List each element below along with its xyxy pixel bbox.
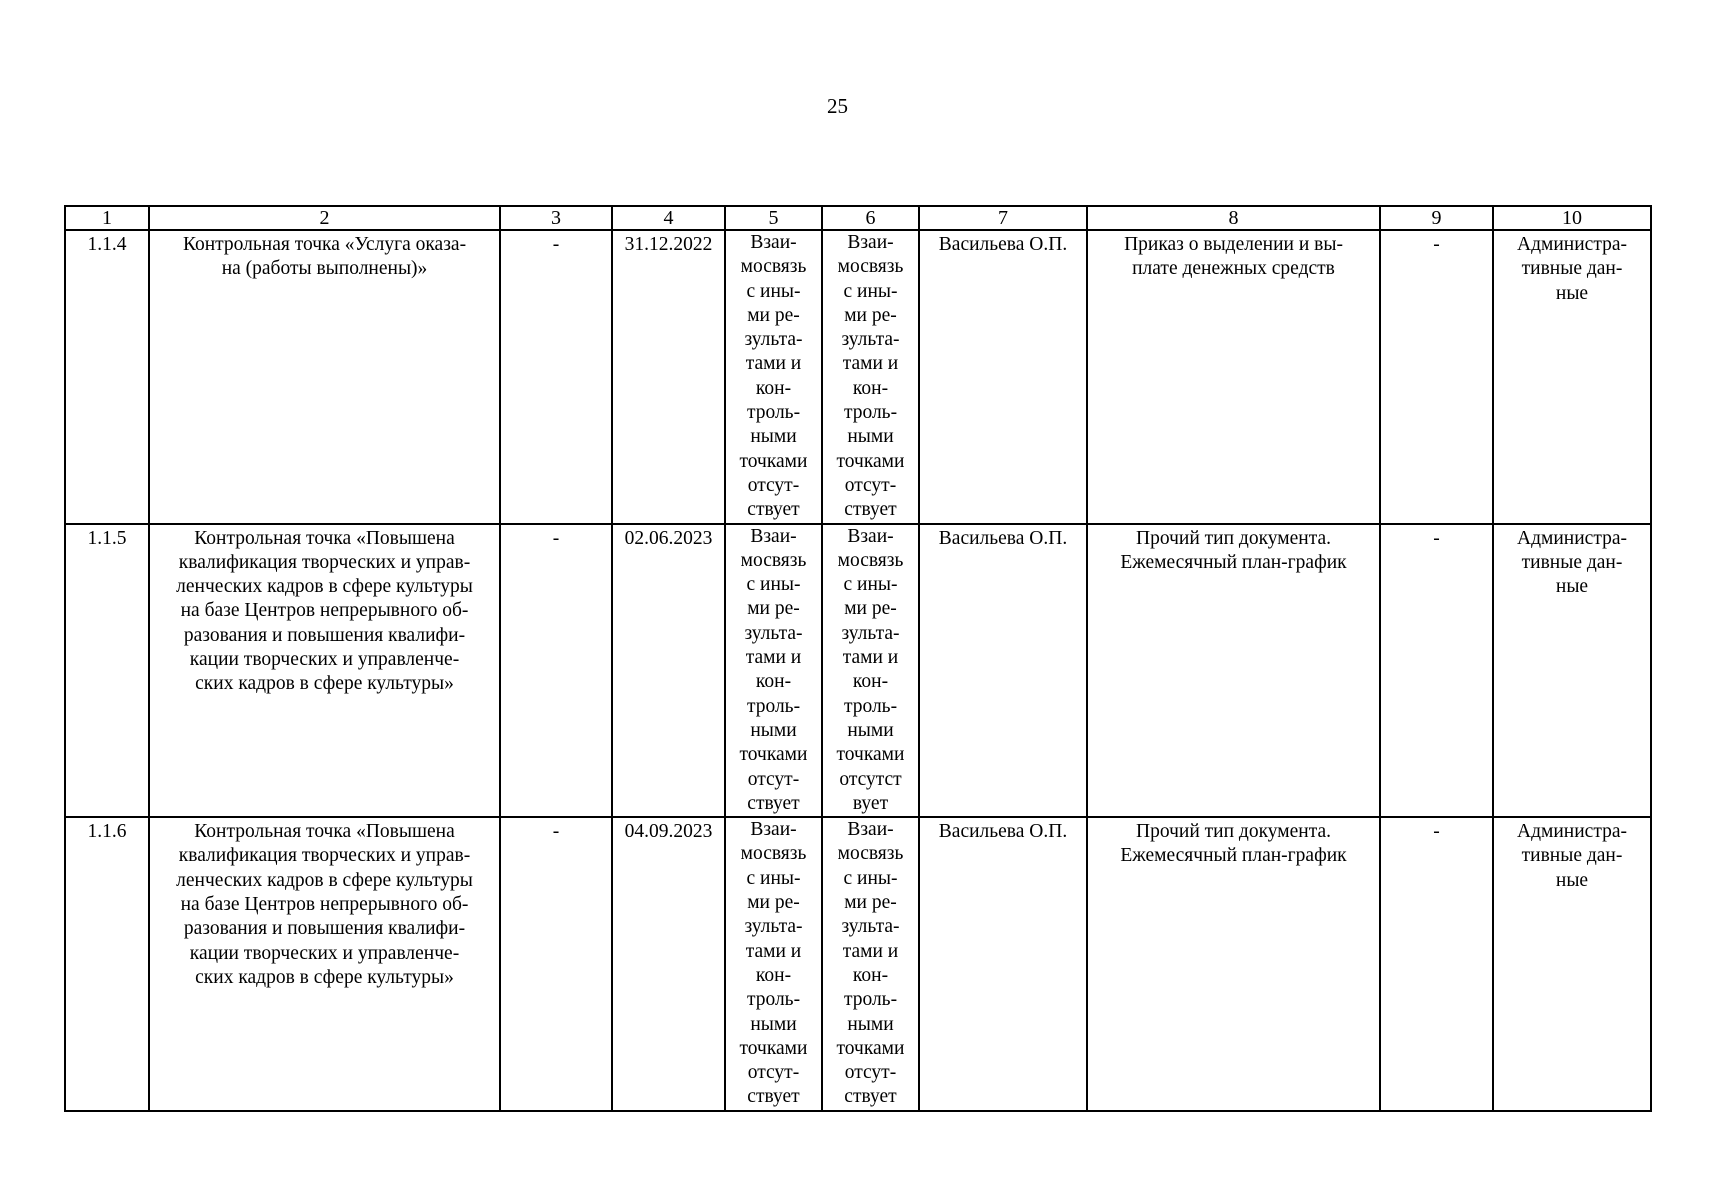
column-header: 7 xyxy=(919,206,1087,230)
relationship-cell: Взаи- мосвязь с ины- ми ре- зульта- тами и кон- троль- ными точками отсут- ствует xyxy=(822,817,919,1111)
control-point-title: Контрольная точка «Повышена квалификация творческих и управ- ленческих кадров в сфере культуры на базе Центров непрерывного об- разования и повышения квалифи- кации творческих и управленче- ских кадров в сфере культуры» xyxy=(149,817,500,1111)
column-header: 8 xyxy=(1087,206,1380,230)
document-type: Приказ о выделении и вы- плате денежных средств xyxy=(1087,230,1380,524)
row-number: 1.1.6 xyxy=(65,817,149,1111)
relationship-cell: Взаи- мосвязь с ины- ми ре- зульта- тами и кон- троль- ными точками отсут- ствует xyxy=(725,230,822,524)
data-source: Администра- тивные дан- ные xyxy=(1493,817,1651,1111)
table-row xyxy=(65,230,1651,524)
row-number: 1.1.4 xyxy=(65,230,149,524)
document-type: Прочий тип документа. Ежемесячный план-график xyxy=(1087,524,1380,818)
data-source: Администра- тивные дан- ные xyxy=(1493,230,1651,524)
cell-col9: - xyxy=(1380,524,1493,818)
cell-col9: - xyxy=(1380,817,1493,1111)
column-header: 5 xyxy=(725,206,822,230)
document-type: Прочий тип документа. Ежемесячный план-график xyxy=(1087,817,1380,1111)
column-header: 6 xyxy=(822,206,919,230)
relationship-cell: Взаи- мосвязь с ины- ми ре- зульта- тами и кон- троль- ными точками отсут- ствует xyxy=(725,524,822,818)
control-point-title: Контрольная точка «Услуга оказа- на (работы выполнены)» xyxy=(149,230,500,524)
cell-col3: - xyxy=(500,524,612,818)
column-number-row xyxy=(65,206,1651,230)
column-header: 3 xyxy=(500,206,612,230)
column-header: 1 xyxy=(65,206,149,230)
cell-col3: - xyxy=(500,230,612,524)
relationship-cell: Взаи- мосвязь с ины- ми ре- зульта- тами и кон- троль- ными точками отсут- ствует xyxy=(725,817,822,1111)
table-row xyxy=(65,817,1651,1111)
table-row xyxy=(65,524,1651,818)
control-points-table xyxy=(64,205,1652,1112)
row-number: 1.1.5 xyxy=(65,524,149,818)
responsible-person: Васильева О.П. xyxy=(919,817,1087,1111)
deadline-date: 04.09.2023 xyxy=(612,817,725,1111)
responsible-person: Васильева О.П. xyxy=(919,230,1087,524)
column-header: 9 xyxy=(1380,206,1493,230)
deadline-date: 31.12.2022 xyxy=(612,230,725,524)
control-point-title: Контрольная точка «Повышена квалификация творческих и управ- ленческих кадров в сфере культуры на базе Центров непрерывного об- разования и повышения квалифи- кации творческих и управленче- ских кадров в сфере культуры» xyxy=(149,524,500,818)
column-header: 2 xyxy=(149,206,500,230)
cell-col3: - xyxy=(500,817,612,1111)
relationship-cell: Взаи- мосвязь с ины- ми ре- зульта- тами и кон- троль- ными точками отсутст вует xyxy=(822,524,919,818)
deadline-date: 02.06.2023 xyxy=(612,524,725,818)
responsible-person: Васильева О.П. xyxy=(919,524,1087,818)
data-source: Администра- тивные дан- ные xyxy=(1493,524,1651,818)
page-number: 25 xyxy=(827,94,848,118)
cell-col9: - xyxy=(1380,230,1493,524)
relationship-cell: Взаи- мосвязь с ины- ми ре- зульта- тами и кон- троль- ными точками отсут- ствует xyxy=(822,230,919,524)
column-header: 10 xyxy=(1493,206,1651,230)
column-header: 4 xyxy=(612,206,725,230)
